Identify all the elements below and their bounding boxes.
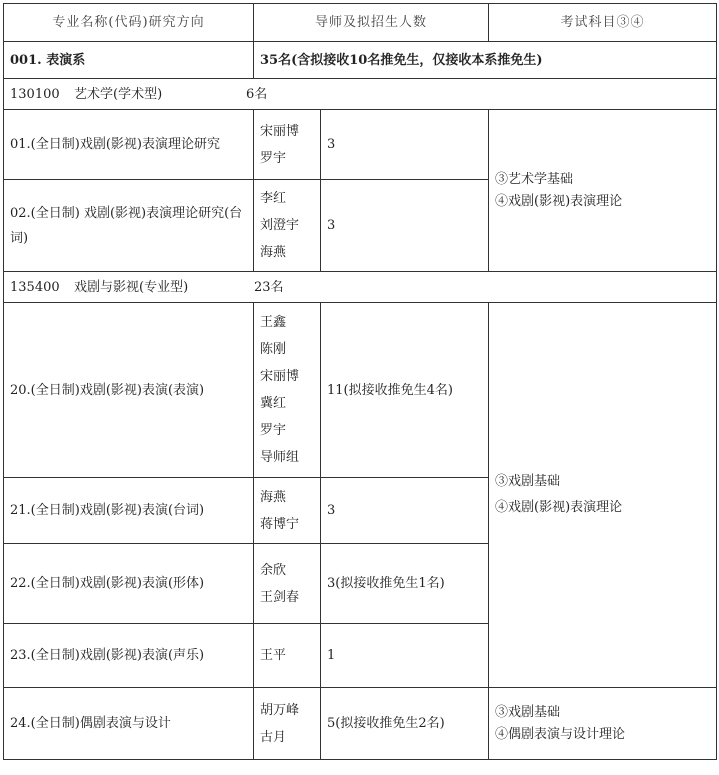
advisor-name: 宋丽博 xyxy=(260,369,300,384)
advisor-name: 陈刚 xyxy=(260,342,287,357)
direction-name: 24.(全日制)偶剧表演与设计 xyxy=(4,688,254,760)
major-name: 艺术学(学术型) xyxy=(74,86,163,102)
major-summary xyxy=(4,79,717,110)
advisor-name: 胡万峰 xyxy=(260,702,300,718)
advisor-name: 余欣 xyxy=(260,562,287,578)
enrollment-count: 3(拟接收推免生1名) xyxy=(321,544,489,624)
department-name: 001. 表演系 xyxy=(4,42,254,79)
advisor-list xyxy=(254,624,321,688)
direction-name: 21.(全日制)戏剧(影视)表演(台词) xyxy=(4,478,254,544)
exam-subject: ③戏剧基础 xyxy=(495,704,561,720)
advisor-name: 海燕 xyxy=(260,489,287,505)
exam-subject: ③戏剧基础 xyxy=(495,474,561,489)
enrollment-count: 1 xyxy=(321,624,489,688)
direction-name: 22.(全日制)戏剧(影视)表演(形体) xyxy=(4,544,254,624)
enrollment-count: 3 xyxy=(321,110,489,180)
advisor-name: 王剑春 xyxy=(260,589,300,605)
header-row xyxy=(4,4,717,42)
advisor-name: 导师组 xyxy=(260,450,300,465)
admissions-table xyxy=(3,3,717,760)
major-code: 135400 xyxy=(10,279,60,295)
advisor-name: 宋丽博 xyxy=(260,123,300,139)
direction-name: 23.(全日制)戏剧(影视)表演(声乐) xyxy=(4,624,254,688)
enrollment-count: 3 xyxy=(321,180,489,272)
advisor-name: 古月 xyxy=(260,729,287,745)
major-name: 戏剧与影视(专业型) xyxy=(74,279,189,295)
exam-subject: ④戏剧(影视)表演理论 xyxy=(495,500,623,515)
exam-subjects xyxy=(489,688,717,760)
advisor-name: 冀红 xyxy=(260,396,287,411)
major-code: 130100 xyxy=(10,86,60,102)
header-major: 专业名称(代码)研究方向 xyxy=(4,4,254,42)
advisor-name: 刘澄宇 xyxy=(260,218,300,233)
major-row xyxy=(4,79,717,110)
exam-subjects xyxy=(489,303,717,688)
major-quota: 23名 xyxy=(254,279,284,295)
direction-row xyxy=(4,688,717,760)
advisor-name: 李红 xyxy=(260,191,287,206)
advisor-list xyxy=(254,180,321,272)
exam-subjects xyxy=(489,110,717,272)
advisor-list xyxy=(254,544,321,624)
direction-row xyxy=(4,110,717,180)
enrollment-count: 11(拟接收推免生4名) xyxy=(321,303,489,478)
advisor-name: 罗宇 xyxy=(260,150,287,166)
exam-subject: ④戏剧(影视)表演理论 xyxy=(495,193,623,209)
header-advisors: 导师及拟招生人数 xyxy=(254,4,489,42)
exam-subject: ④偶剧表演与设计理论 xyxy=(495,726,626,742)
department-row xyxy=(4,42,717,79)
major-summary xyxy=(4,272,717,303)
header-subjects: 考试科目③④ xyxy=(489,4,717,42)
advisor-name: 海燕 xyxy=(260,245,287,260)
advisor-list xyxy=(254,110,321,180)
direction-row xyxy=(4,303,717,478)
advisor-list xyxy=(254,688,321,760)
direction-name: 20.(全日制)戏剧(影视)表演(表演) xyxy=(4,303,254,478)
exam-subject: ③艺术学基础 xyxy=(495,171,574,187)
major-quota: 6名 xyxy=(246,86,268,102)
advisor-name: 王平 xyxy=(260,648,287,663)
direction-name: 02.(全日制) 戏剧(影视)表演理论研究(台词) xyxy=(4,180,254,272)
major-row xyxy=(4,272,717,303)
direction-name: 01.(全日制)戏剧(影视)表演理论研究 xyxy=(4,110,254,180)
advisor-list xyxy=(254,478,321,544)
advisor-name: 蒋博宁 xyxy=(260,516,300,532)
department-quota: 35名(含拟接收10名推免生，仅接收本系推免生) xyxy=(254,42,717,79)
advisor-name: 罗宇 xyxy=(260,423,287,438)
advisor-list xyxy=(254,303,321,478)
enrollment-count: 5(拟接收推免生2名) xyxy=(321,688,489,760)
enrollment-count: 3 xyxy=(321,478,489,544)
advisor-name: 王鑫 xyxy=(260,315,287,330)
